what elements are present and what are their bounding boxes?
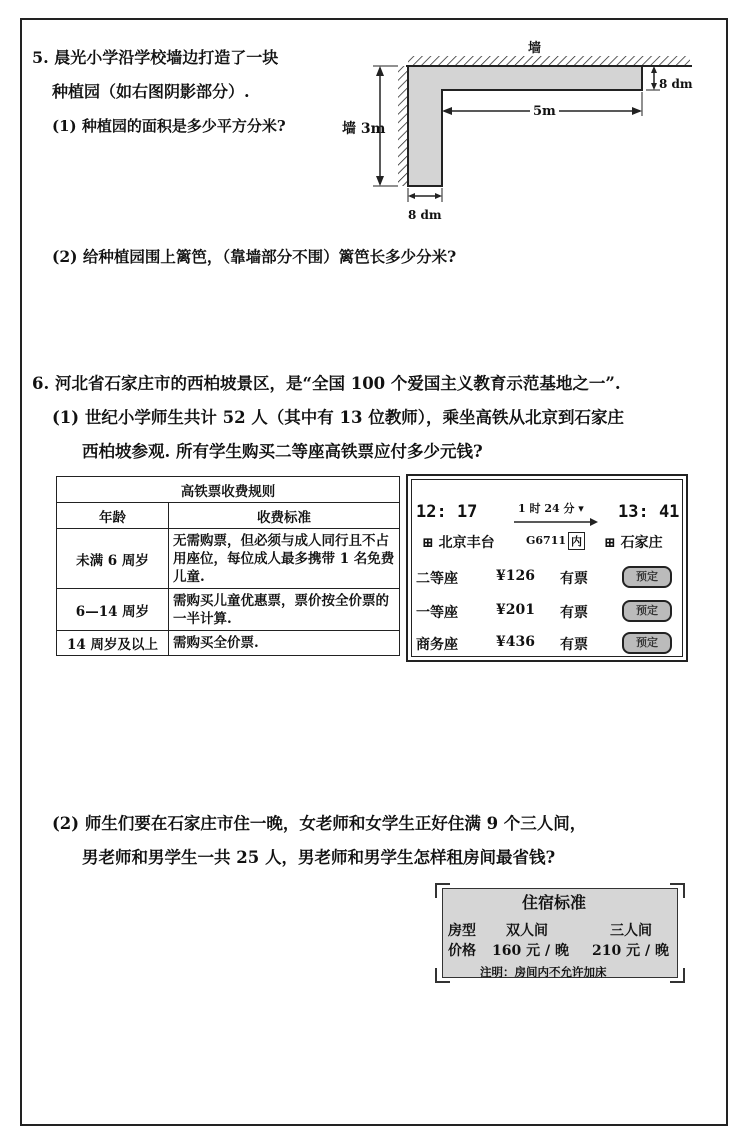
room-type-label: 房型: [448, 923, 476, 939]
fee-table-title: 高铁票收费规则: [57, 477, 400, 503]
class-name: 商务座: [416, 637, 458, 653]
train-ticket-panel: [406, 474, 688, 662]
table-row: 未满 6 周岁 无需购票，但必须与成人同行且不占用座位，每位成人最多携带 1 名免费儿童.: [57, 529, 400, 589]
left-wall-hatch: [398, 66, 408, 186]
planting-garden-diagram: [340, 36, 700, 226]
table-row: 6—14 周岁 需购买儿童优惠票，票价按全价票的一半计算.: [57, 589, 400, 631]
duration: 1 时 24 分 ▾: [518, 502, 584, 515]
wall-left-label: 墙 3m: [342, 121, 386, 137]
book-button[interactable]: 预定: [622, 632, 672, 654]
wall-top-label: 墙: [528, 41, 542, 56]
class-price: ¥436: [496, 634, 535, 650]
q6-intro: 6. 河北省石家庄市的西柏坡景区，是“全国 100 个爱国主义教育示范基地之一”.: [32, 374, 621, 393]
fee-header-age: 年龄: [57, 503, 169, 529]
width-5m-label: 5m: [530, 101, 559, 123]
q6-sub2-line2: 男老师和男学生一共 25 人，男老师和男学生怎样租房间最省钱?: [82, 848, 556, 867]
fee-rules-table: [56, 476, 400, 656]
price-double: 160 元 / 晚: [492, 943, 569, 959]
q5-line1: 5. 晨光小学沿学校墙边打造了一块: [32, 48, 279, 67]
thickness-bottom-label: 8 dm: [408, 208, 442, 222]
q6-sub1-line2: 西柏坡参观. 所有学生购买二等座高铁票应付多少元钱?: [82, 442, 483, 461]
class-status: 有票: [560, 605, 588, 621]
from-station: ⊞ 北京丰台: [422, 535, 495, 551]
lodging-standard-panel: [432, 880, 688, 986]
book-button[interactable]: 预定: [622, 600, 672, 622]
train-badge: 内: [568, 532, 585, 550]
lodging-title: 住宿标准: [522, 893, 587, 912]
train-number: G6711: [526, 534, 567, 547]
price-triple: 210 元 / 晚: [592, 943, 669, 959]
room-type-triple: 三人间: [610, 923, 652, 939]
class-price: ¥126: [496, 568, 535, 584]
lodging-note: 注明：房间内不允许加床: [480, 965, 607, 979]
class-status: 有票: [560, 571, 588, 587]
top-wall-hatch: [408, 56, 690, 66]
q6-sub1-line1: (1) 世纪小学师生共计 52 人（其中有 13 位教师），乘坐高铁从北京到石家庄: [52, 408, 624, 427]
depart-time: 12: 17: [416, 502, 478, 522]
q5-sub2: (2) 给种植园围上篱笆，（靠墙部分不围）篱笆长多少分米?: [52, 247, 457, 266]
to-station: ⊞ 石家庄: [604, 535, 663, 551]
class-name: 二等座: [416, 571, 458, 587]
q6-sub2-line1: (2) 师生们要在石家庄市住一晚，女老师和女学生正好住满 9 个三人间，: [52, 814, 587, 833]
fee-header-rule: 收费标准: [169, 503, 400, 529]
class-name: 一等座: [416, 605, 458, 621]
q5-line2: 种植园（如右图阴影部分）.: [52, 82, 250, 101]
table-row: 14 周岁及以上 需购买全价票.: [57, 631, 400, 656]
book-button[interactable]: 预定: [622, 566, 672, 588]
price-label: 价格: [448, 943, 476, 959]
arrow-right-icon: [514, 518, 598, 526]
garden-shaded-area: [408, 66, 642, 186]
thickness-right-label: 8 dm: [659, 77, 693, 91]
room-type-double: 双人间: [506, 923, 548, 939]
class-price: ¥201: [496, 602, 535, 618]
q5-sub1: (1) 种植园的面积是多少平方分米?: [52, 117, 286, 135]
arrive-time: 13: 41: [618, 502, 680, 522]
class-status: 有票: [560, 637, 588, 653]
